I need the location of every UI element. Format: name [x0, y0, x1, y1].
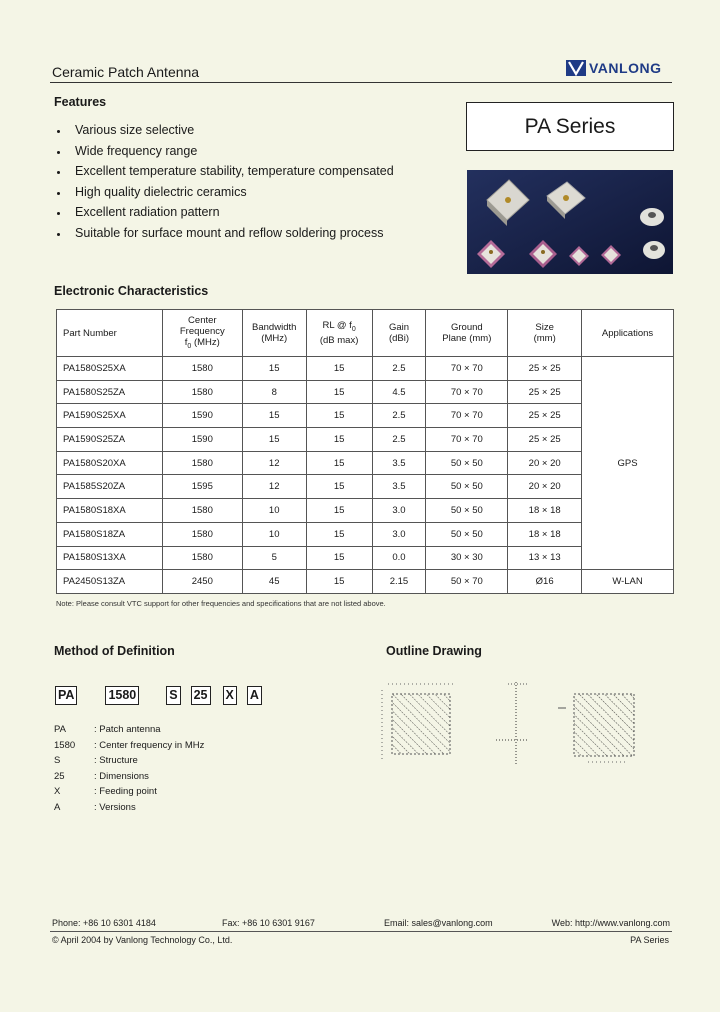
side-view-drawing — [496, 682, 528, 766]
cell-bw: 5 — [242, 546, 306, 570]
feature-item: Various size selective — [56, 122, 394, 143]
feature-item: High quality dielectric ceramics — [56, 184, 394, 205]
electronic-heading: Electronic Characteristics — [54, 284, 209, 298]
cell-part: PA1580S25XA — [57, 357, 163, 381]
table-row — [57, 570, 674, 594]
cell-rl: 15 — [306, 522, 372, 546]
cell-size: 13 × 13 — [508, 546, 582, 570]
cell-size: 25 × 25 — [508, 404, 582, 428]
footer-copyright: © April 2004 by Vanlong Technology Co., Ltd. — [52, 935, 233, 945]
cell-gain: 3.5 — [372, 451, 426, 475]
cell-freq: 1580 — [162, 357, 242, 381]
cell-size: 18 × 18 — [508, 499, 582, 523]
cell-bw: 15 — [242, 404, 306, 428]
features-list — [56, 122, 394, 246]
cell-rl: 15 — [306, 499, 372, 523]
cell-ground-plane: 50 × 50 — [426, 451, 508, 475]
table-row — [57, 357, 674, 381]
footer-email[interactable]: Email: sales@vanlong.com — [384, 918, 493, 928]
col-gain: Gain (dBi) — [372, 310, 426, 357]
cell-bw: 10 — [242, 499, 306, 523]
col-size: Size (mm) — [508, 310, 582, 357]
small-round-antenna — [640, 208, 664, 226]
cell-bw: 12 — [242, 451, 306, 475]
code-segment-dimension: 25 — [191, 686, 211, 705]
product-photo — [467, 170, 673, 274]
cell-bw: 15 — [242, 428, 306, 452]
definition-row: 25 : Dimensions — [54, 770, 149, 782]
cell-gain: 2.15 — [372, 570, 426, 594]
col-return-loss: RL @ $f_0$ (dB max) — [306, 310, 372, 357]
table-row — [57, 522, 674, 546]
cell-gain: 2.5 — [372, 357, 426, 381]
definition-row: A : Versions — [54, 801, 136, 813]
cell-bw: 8 — [242, 380, 306, 404]
col-part-number: Part Number — [57, 310, 163, 357]
cell-gain: 3.0 — [372, 499, 426, 523]
footer-rule — [50, 931, 672, 932]
vanlong-logo-icon — [566, 60, 586, 76]
method-heading: Method of Definition — [54, 644, 175, 658]
code-segment-feeding: X — [223, 686, 237, 705]
cell-size: 18 × 18 — [508, 522, 582, 546]
outline-heading: Outline Drawing — [386, 644, 482, 658]
feature-item: Suitable for surface mount and reflow soldering process — [56, 225, 394, 246]
cell-rl: 15 — [306, 428, 372, 452]
footer-web[interactable]: Web: http://www.vanlong.com — [551, 918, 670, 928]
cell-rl: 15 — [306, 404, 372, 428]
cell-size: 25 × 25 — [508, 428, 582, 452]
cell-part: PA1580S25ZA — [57, 380, 163, 404]
col-ground-plane: Ground Plane (mm) — [426, 310, 508, 357]
table-row — [57, 451, 674, 475]
vanlong-logo — [566, 60, 661, 76]
cell-rl: 15 — [306, 475, 372, 499]
cell-gain: 3.0 — [372, 522, 426, 546]
col-bandwidth: Bandwidth (MHz) — [242, 310, 306, 357]
table-row — [57, 499, 674, 523]
cell-gain: 2.5 — [372, 404, 426, 428]
cell-rl: 15 — [306, 570, 372, 594]
cell-size: Ø16 — [508, 570, 582, 594]
col-center-frequency: Center Frequency $f_0$ (MHz) — [162, 310, 242, 357]
table-note: Note: Please consult VTC support for other frequencies and specifications that are not listed above. — [56, 599, 386, 608]
bottom-view-drawing — [558, 694, 634, 762]
cell-rl: 15 — [306, 546, 372, 570]
cell-size: 25 × 25 — [508, 380, 582, 404]
cell-ground-plane: 50 × 50 — [426, 475, 508, 499]
cell-ground-plane: 70 × 70 — [426, 357, 508, 381]
cell-freq: 1590 — [162, 404, 242, 428]
cell-part: PA1590S25XA — [57, 404, 163, 428]
top-view-drawing — [382, 684, 456, 760]
cell-gain: 0.0 — [372, 546, 426, 570]
definition-row: X : Feeding point — [54, 786, 157, 798]
cell-size: 25 × 25 — [508, 357, 582, 381]
cell-part: PA1590S25ZA — [57, 428, 163, 452]
footer-phone: Phone: +86 10 6301 4184 — [52, 918, 156, 928]
cell-bw: 45 — [242, 570, 306, 594]
cell-rl: 15 — [306, 451, 372, 475]
cell-part: PA1580S18ZA — [57, 522, 163, 546]
cell-application-gps: GPS — [582, 357, 674, 570]
logo-wordmark: VANLONG — [589, 60, 662, 76]
cell-part: PA1580S20XA — [57, 451, 163, 475]
table-header-row — [57, 310, 674, 357]
cell-gain: 4.5 — [372, 380, 426, 404]
table-row — [57, 404, 674, 428]
spec-table — [56, 309, 674, 594]
cell-application-wlan: W-LAN — [582, 570, 674, 594]
cell-freq: 2450 — [162, 570, 242, 594]
part-code — [55, 686, 262, 705]
footer-fax: Fax: +86 10 6301 9167 — [222, 918, 315, 928]
col-applications: Applications — [582, 310, 674, 357]
cell-size: 20 × 20 — [508, 451, 582, 475]
code-segment-structure: S — [166, 686, 180, 705]
code-segment-series: PA — [55, 686, 77, 705]
small-round-antenna-b — [643, 241, 665, 259]
cell-ground-plane: 70 × 70 — [426, 380, 508, 404]
features-heading: Features — [54, 95, 107, 109]
cell-ground-plane: 70 × 70 — [426, 428, 508, 452]
table-row — [57, 380, 674, 404]
cell-part: PA2450S13ZA — [57, 570, 163, 594]
series-label-box: PA Series — [466, 102, 674, 151]
definition-list — [54, 724, 204, 818]
cell-freq: 1580 — [162, 451, 242, 475]
code-segment-frequency: 1580 — [105, 686, 139, 705]
cell-freq: 1580 — [162, 499, 242, 523]
footer-series: PA Series — [630, 935, 669, 945]
cell-gain: 3.5 — [372, 475, 426, 499]
cell-bw: 15 — [242, 357, 306, 381]
cell-rl: 15 — [306, 380, 372, 404]
cell-freq: 1580 — [162, 380, 242, 404]
cell-part: PA1580S18XA — [57, 499, 163, 523]
cell-part: PA1580S13XA — [57, 546, 163, 570]
cell-rl: 15 — [306, 357, 372, 381]
code-segment-version: A — [247, 686, 262, 705]
definition-row: PA : Patch antenna — [54, 724, 161, 735]
cell-size: 20 × 20 — [508, 475, 582, 499]
table-row — [57, 546, 674, 570]
cell-ground-plane: 50 × 50 — [426, 499, 508, 523]
table-row — [57, 475, 674, 499]
feature-item: Excellent radiation pattern — [56, 204, 394, 225]
cell-ground-plane: 70 × 70 — [426, 404, 508, 428]
definition-row: 1580 : Center frequency in MHz — [54, 739, 205, 751]
cell-ground-plane: 50 × 50 — [426, 522, 508, 546]
cell-gain: 2.5 — [372, 428, 426, 452]
cell-bw: 10 — [242, 522, 306, 546]
cell-part: PA1585S20ZA — [57, 475, 163, 499]
document-title: Ceramic Patch Antenna — [52, 64, 200, 80]
cell-freq: 1590 — [162, 428, 242, 452]
cell-freq: 1595 — [162, 475, 242, 499]
cell-freq: 1580 — [162, 522, 242, 546]
feature-item: Excellent temperature stability, temperature compensated — [56, 163, 394, 184]
cell-freq: 1580 — [162, 546, 242, 570]
cell-bw: 12 — [242, 475, 306, 499]
table-row — [57, 428, 674, 452]
cell-ground-plane: 50 × 70 — [426, 570, 508, 594]
header-rule — [50, 82, 672, 83]
feature-item: Wide frequency range — [56, 143, 394, 164]
cell-ground-plane: 30 × 30 — [426, 546, 508, 570]
definition-row: S : Structure — [54, 755, 138, 767]
outline-drawing — [378, 680, 678, 770]
